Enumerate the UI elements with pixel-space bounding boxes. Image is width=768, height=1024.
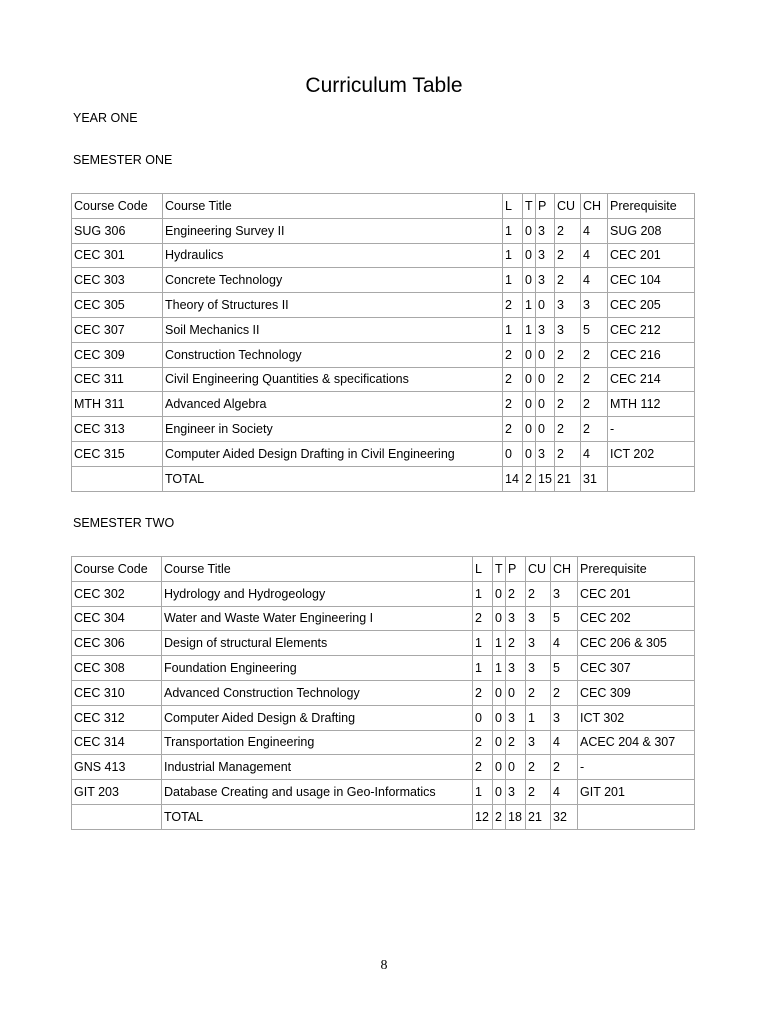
table-row-cell: 0 [493, 730, 506, 755]
table-row-cell: CEC 214 [608, 367, 695, 392]
table-row-cell: 2 [551, 680, 578, 705]
table-row-cell: CEC 311 [72, 367, 163, 392]
table-header-row [72, 557, 695, 582]
table-row-cell: CEC 216 [608, 342, 695, 367]
table-row-cell: CEC 312 [72, 705, 162, 730]
table-row-cell: 1 [473, 780, 493, 805]
table-row-cell: 3 [526, 730, 551, 755]
semester-one-table [71, 193, 695, 492]
table-total-row-cell: 2 [493, 804, 506, 829]
table-row-cell: Theory of Structures II [163, 293, 503, 318]
table-header-row-cell: Course Code [72, 557, 162, 582]
table-row-cell: 0 [523, 218, 536, 243]
table-row-cell: 1 [523, 317, 536, 342]
table-row-cell: 2 [555, 243, 581, 268]
table-row-cell: 1 [493, 656, 506, 681]
table-row-cell: MTH 112 [608, 392, 695, 417]
table-row-cell: 4 [581, 268, 608, 293]
table-row-cell: 2 [526, 581, 551, 606]
table-header-row [72, 194, 695, 219]
table-row [72, 656, 695, 681]
table-row-cell: 1 [473, 631, 493, 656]
table-row-cell: 4 [581, 243, 608, 268]
table-row-cell: CEC 302 [72, 581, 162, 606]
semester-two-table [71, 556, 695, 830]
table-row-cell: 0 [523, 268, 536, 293]
table-row-cell: 1 [503, 218, 523, 243]
table-row-cell: 4 [581, 441, 608, 466]
table-row [72, 243, 695, 268]
table-header-row-cell: CU [526, 557, 551, 582]
table-row-cell: Advanced Construction Technology [162, 680, 473, 705]
table-row [72, 417, 695, 442]
table-row-cell: 3 [506, 606, 526, 631]
table-row-cell: 4 [551, 730, 578, 755]
semester-two-table-body [72, 557, 695, 830]
table-header-row-cell: Prerequisite [578, 557, 695, 582]
table-row-cell: 1 [493, 631, 506, 656]
table-total-row-cell [578, 804, 695, 829]
table-row-cell: 3 [581, 293, 608, 318]
table-row-cell: 3 [536, 243, 555, 268]
table-row-cell: Database Creating and usage in Geo-Informatics [162, 780, 473, 805]
table-row-cell: 1 [503, 317, 523, 342]
table-row-cell: - [578, 755, 695, 780]
table-header-row-cell: T [523, 194, 536, 219]
table-row-cell: 3 [536, 268, 555, 293]
table-row [72, 606, 695, 631]
table-total-row-cell: 14 [503, 466, 523, 491]
table-total-row-cell [72, 466, 163, 491]
table-row-cell: 2 [526, 780, 551, 805]
table-row-cell: 0 [523, 441, 536, 466]
table-total-row-cell: TOTAL [163, 466, 503, 491]
table-row-cell: Hydraulics [163, 243, 503, 268]
table-row-cell: CEC 301 [72, 243, 163, 268]
table-row [72, 705, 695, 730]
table-row-cell: Industrial Management [162, 755, 473, 780]
semester-one-label: SEMESTER ONE [73, 153, 173, 167]
table-row-cell: 2 [555, 392, 581, 417]
table-header-row-cell: Course Title [162, 557, 473, 582]
table-row-cell: 0 [523, 342, 536, 367]
table-row-cell: MTH 311 [72, 392, 163, 417]
table-header-row-cell: CH [551, 557, 578, 582]
table-row-cell: Computer Aided Design & Drafting [162, 705, 473, 730]
table-row-cell: 3 [526, 656, 551, 681]
table-row-cell: CEC 201 [578, 581, 695, 606]
table-row-cell: 5 [551, 606, 578, 631]
table-row-cell: 0 [536, 392, 555, 417]
table-row-cell: 2 [473, 606, 493, 631]
table-header-row-cell: L [503, 194, 523, 219]
table-row-cell: 1 [503, 268, 523, 293]
table-row-cell: 0 [523, 392, 536, 417]
table-row-cell: CEC 201 [608, 243, 695, 268]
year-label: YEAR ONE [73, 111, 138, 125]
table-row-cell: Soil Mechanics II [163, 317, 503, 342]
table-row-cell: 2 [503, 367, 523, 392]
table-row-cell: 3 [526, 631, 551, 656]
table-total-row-cell [608, 466, 695, 491]
table-row-cell: Civil Engineering Quantities & specifications [163, 367, 503, 392]
table-row-cell: Hydrology and Hydrogeology [162, 581, 473, 606]
table-total-row-cell: 15 [536, 466, 555, 491]
table-row-cell: 2 [503, 392, 523, 417]
table-row-cell: 2 [506, 730, 526, 755]
table-row-cell: 2 [503, 417, 523, 442]
table-row [72, 293, 695, 318]
table-row-cell: 0 [493, 680, 506, 705]
table-row-cell: 0 [503, 441, 523, 466]
table-row-cell: 3 [506, 656, 526, 681]
table-row-cell: 2 [473, 680, 493, 705]
table-row [72, 392, 695, 417]
table-row [72, 218, 695, 243]
table-row-cell: 2 [526, 755, 551, 780]
table-row-cell: Construction Technology [163, 342, 503, 367]
table-row-cell: 3 [536, 218, 555, 243]
table-row-cell: 0 [493, 606, 506, 631]
table-row [72, 268, 695, 293]
table-row-cell: 3 [506, 780, 526, 805]
table-row-cell: 1 [473, 656, 493, 681]
table-row-cell: 0 [493, 705, 506, 730]
table-row-cell: Advanced Algebra [163, 392, 503, 417]
page-title: Curriculum Table [305, 74, 463, 97]
table-row-cell: 0 [493, 755, 506, 780]
table-row-cell: 2 [473, 755, 493, 780]
table-row-cell: 0 [506, 755, 526, 780]
table-header-row-cell: Prerequisite [608, 194, 695, 219]
table-row-cell: CEC 309 [72, 342, 163, 367]
table-row-cell: CEC 314 [72, 730, 162, 755]
table-header-row-cell: Course Title [163, 194, 503, 219]
table-header-row-cell: Course Code [72, 194, 163, 219]
table-row-cell: 1 [503, 243, 523, 268]
table-row-cell: GNS 413 [72, 755, 162, 780]
table-row-cell: GIT 201 [578, 780, 695, 805]
table-row-cell: ACEC 204 & 307 [578, 730, 695, 755]
table-row-cell: 2 [506, 631, 526, 656]
table-total-row-cell: 32 [551, 804, 578, 829]
table-row-cell: 0 [473, 705, 493, 730]
table-row [72, 680, 695, 705]
table-row-cell: 2 [555, 441, 581, 466]
table-row-cell: 3 [536, 317, 555, 342]
table-row-cell: 0 [536, 417, 555, 442]
table-row-cell: CEC 313 [72, 417, 163, 442]
table-row-cell: 2 [555, 218, 581, 243]
table-header-row-cell: CU [555, 194, 581, 219]
table-row-cell: Engineering Survey II [163, 218, 503, 243]
table-row-cell: 2 [503, 293, 523, 318]
table-total-row-cell: TOTAL [162, 804, 473, 829]
table-row-cell: 5 [581, 317, 608, 342]
table-row-cell: 2 [555, 342, 581, 367]
semester-one-table-body [72, 194, 695, 492]
table-row-cell: 0 [523, 243, 536, 268]
table-row-cell: 2 [526, 680, 551, 705]
table-row-cell: 1 [523, 293, 536, 318]
table-row-cell: Engineer in Society [163, 417, 503, 442]
table-row-cell: 0 [506, 680, 526, 705]
table-row-cell: 2 [581, 417, 608, 442]
table-row-cell: 1 [473, 581, 493, 606]
table-row-cell: ICT 302 [578, 705, 695, 730]
table-row-cell: 5 [551, 656, 578, 681]
table-row-cell: 0 [493, 780, 506, 805]
table-row-cell: CEC 104 [608, 268, 695, 293]
table-row-cell: 3 [526, 606, 551, 631]
table-row-cell: CEC 303 [72, 268, 163, 293]
table-row-cell: 3 [555, 317, 581, 342]
table-row-cell: ICT 202 [608, 441, 695, 466]
table-row [72, 441, 695, 466]
table-row-cell: Foundation Engineering [162, 656, 473, 681]
table-row-cell: CEC 307 [578, 656, 695, 681]
table-header-row-cell: P [536, 194, 555, 219]
table-row-cell: Water and Waste Water Engineering I [162, 606, 473, 631]
table-total-row-cell: 2 [523, 466, 536, 491]
table-row [72, 631, 695, 656]
table-row-cell: 2 [473, 730, 493, 755]
table-row-cell: 3 [551, 705, 578, 730]
table-row-cell: 2 [581, 367, 608, 392]
table-header-row-cell: P [506, 557, 526, 582]
table-row-cell: 2 [551, 755, 578, 780]
table-row-cell: 0 [523, 367, 536, 392]
table-row-cell: CEC 309 [578, 680, 695, 705]
table-row-cell: CEC 212 [608, 317, 695, 342]
table-total-row-cell: 18 [506, 804, 526, 829]
table-header-row-cell: CH [581, 194, 608, 219]
table-row-cell: 0 [536, 367, 555, 392]
table-total-row-cell: 31 [581, 466, 608, 491]
table-row-cell: 3 [551, 581, 578, 606]
table-row-cell: CEC 308 [72, 656, 162, 681]
table-row-cell: - [608, 417, 695, 442]
table-row-cell: CEC 305 [72, 293, 163, 318]
table-total-row [72, 466, 695, 491]
table-row-cell: 0 [523, 417, 536, 442]
table-row-cell: CEC 206 & 305 [578, 631, 695, 656]
table-row [72, 581, 695, 606]
table-row-cell: 4 [581, 218, 608, 243]
table-row-cell: CEC 310 [72, 680, 162, 705]
table-row-cell: 3 [506, 705, 526, 730]
table-row-cell: 2 [503, 342, 523, 367]
table-row-cell: CEC 306 [72, 631, 162, 656]
table-row-cell: SUG 306 [72, 218, 163, 243]
table-row-cell: Transportation Engineering [162, 730, 473, 755]
table-row-cell: 4 [551, 780, 578, 805]
table-row-cell: CEC 307 [72, 317, 163, 342]
table-row-cell: 3 [536, 441, 555, 466]
table-row [72, 780, 695, 805]
table-row-cell: 0 [493, 581, 506, 606]
table-row-cell: CEC 205 [608, 293, 695, 318]
page-number: 8 [380, 958, 388, 973]
table-row [72, 342, 695, 367]
table-row-cell: 2 [506, 581, 526, 606]
table-row-cell: CEC 315 [72, 441, 163, 466]
table-row-cell: 2 [555, 417, 581, 442]
table-row [72, 367, 695, 392]
table-row-cell: GIT 203 [72, 780, 162, 805]
table-total-row-cell [72, 804, 162, 829]
table-row-cell: 0 [536, 342, 555, 367]
table-header-row-cell: T [493, 557, 506, 582]
table-row-cell: 2 [581, 392, 608, 417]
table-total-row-cell: 12 [473, 804, 493, 829]
table-row-cell: CEC 202 [578, 606, 695, 631]
table-row-cell: 0 [536, 293, 555, 318]
table-row-cell: 1 [526, 705, 551, 730]
table-total-row [72, 804, 695, 829]
semester-two-label: SEMESTER TWO [73, 516, 175, 530]
table-row-cell: Concrete Technology [163, 268, 503, 293]
table-row [72, 755, 695, 780]
table-row-cell: 3 [555, 293, 581, 318]
table-row-cell: SUG 208 [608, 218, 695, 243]
table-row-cell: 4 [551, 631, 578, 656]
table-total-row-cell: 21 [555, 466, 581, 491]
table-row [72, 317, 695, 342]
table-row-cell: 2 [581, 342, 608, 367]
table-row-cell: Design of structural Elements [162, 631, 473, 656]
table-row-cell: 2 [555, 268, 581, 293]
table-row-cell: CEC 304 [72, 606, 162, 631]
table-row-cell: 2 [555, 367, 581, 392]
table-row-cell: Computer Aided Design Drafting in Civil Engineering [163, 441, 503, 466]
table-total-row-cell: 21 [526, 804, 551, 829]
table-row [72, 730, 695, 755]
table-header-row-cell: L [473, 557, 493, 582]
